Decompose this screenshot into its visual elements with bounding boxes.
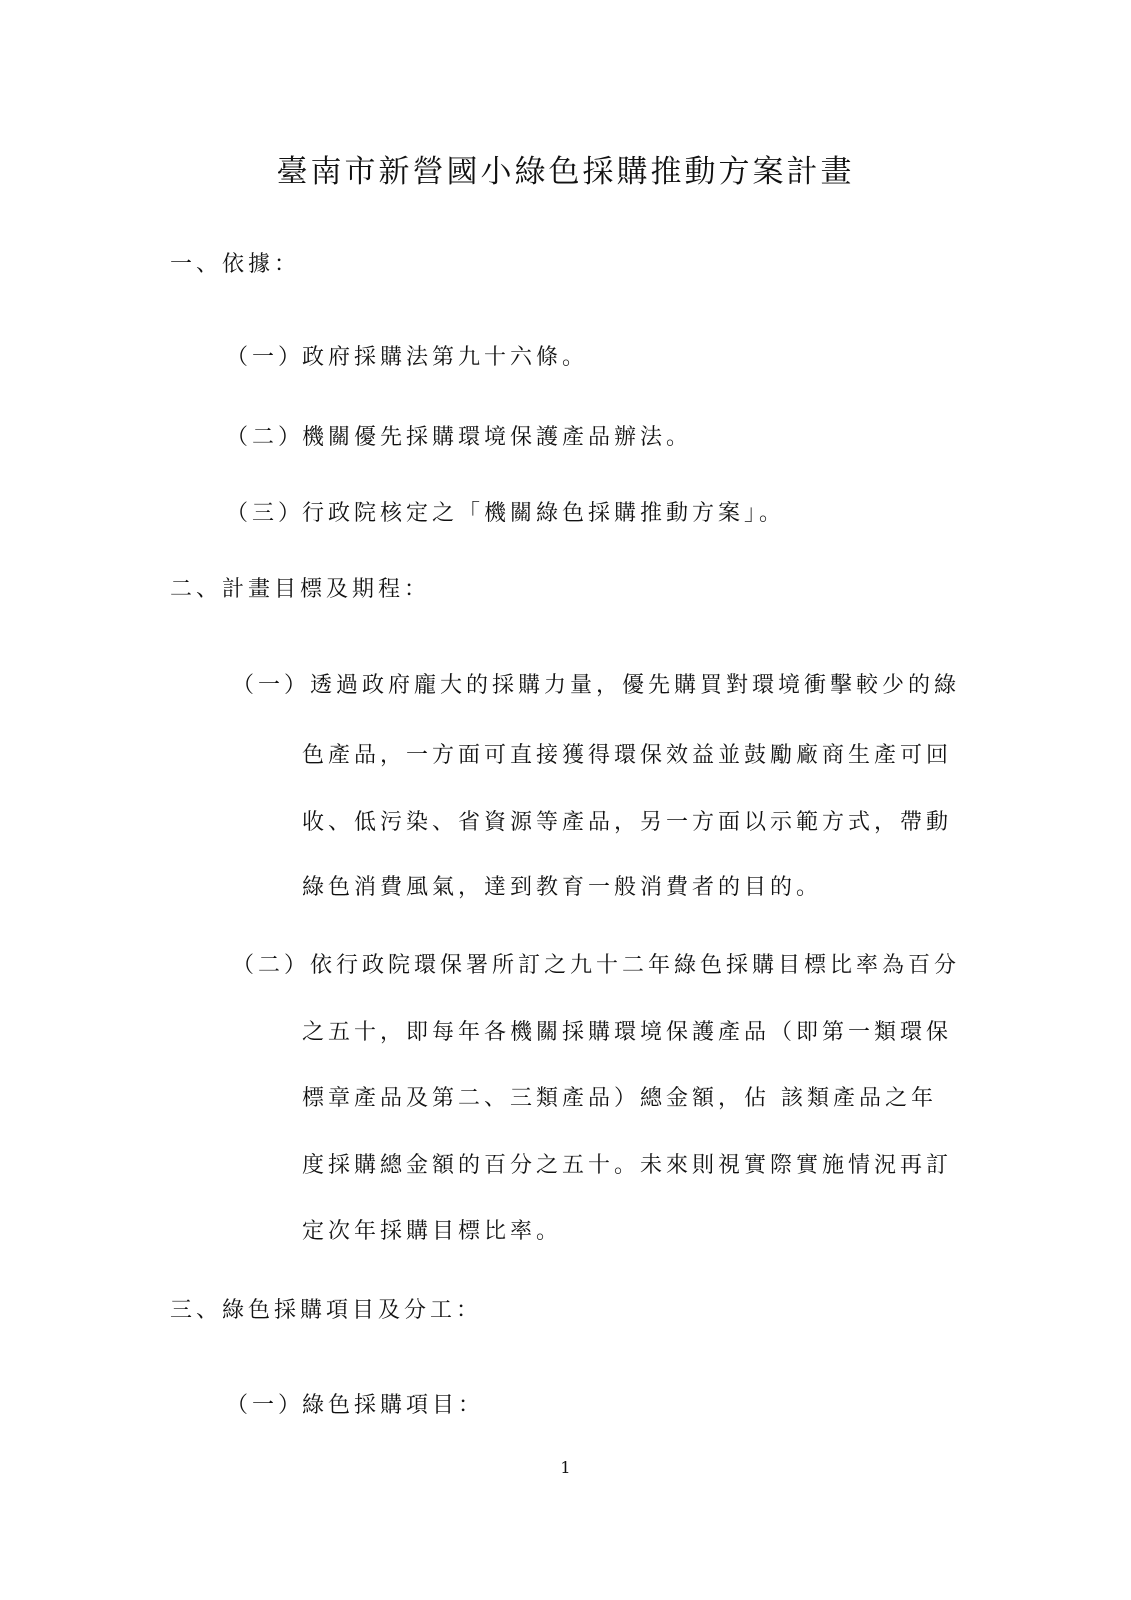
- item-text: 行政院核定之「機關綠色採購推動方案」。: [302, 501, 786, 526]
- document-title: 臺南市新營國小綠色採購推動方案計畫: [276, 154, 855, 190]
- section-2-heading: 二、計畫目標及期程：: [170, 577, 431, 602]
- item-number: （三）: [226, 501, 305, 526]
- section-1-item-3: [226, 496, 785, 527]
- section-2-item-2-line-2: 之五十，即每年各機關採購環境保護產品（即第一類環保: [302, 1020, 953, 1045]
- item-text: 機關優先採購環境保護產品辦法。: [302, 425, 693, 450]
- section-3-item-1: [226, 1388, 484, 1419]
- section-2-item-2-line-5: 定次年採購目標比率。: [302, 1219, 563, 1244]
- section-1-item-1: [226, 340, 588, 371]
- item-text: 政府採購法第九十六條。: [302, 345, 589, 370]
- section-3-heading: 三、綠色採購項目及分工：: [170, 1298, 483, 1323]
- section-2-item-2-line-1: （二）依行政院環保署所訂之九十二年綠色採購目標比率為百分: [232, 953, 961, 978]
- section-1-item-2: [226, 420, 692, 451]
- section-2-item-2-line-4: 度採購總金額的百分之五十。未來則視實際實施情況再訂: [302, 1153, 953, 1178]
- item-number: （一）: [226, 1393, 305, 1418]
- item-text: 綠色採購項目：: [302, 1393, 485, 1418]
- item-number: （二）: [226, 425, 305, 450]
- page-number: 1: [560, 1458, 571, 1477]
- section-2-item-1-line-1: （一）透過政府龐大的採購力量，優先購買對環境衝擊較少的綠: [232, 673, 961, 698]
- item-number: （一）: [226, 345, 305, 370]
- section-2-item-1-line-2: 色產品，一方面可直接獲得環保效益並鼓勵廠商生產可回: [302, 743, 953, 768]
- section-2-item-2-line-3: 標章產品及第二、三類產品）總金額，佔 該類產品之年: [302, 1086, 937, 1111]
- section-1-heading: 一、依據：: [170, 252, 301, 277]
- section-2-item-1-line-3: 收、低污染、省資源等產品，另一方面以示範方式，帶動: [302, 810, 953, 835]
- section-2-item-1-line-4: 綠色消費風氣，達到教育一般消費者的目的。: [302, 875, 823, 900]
